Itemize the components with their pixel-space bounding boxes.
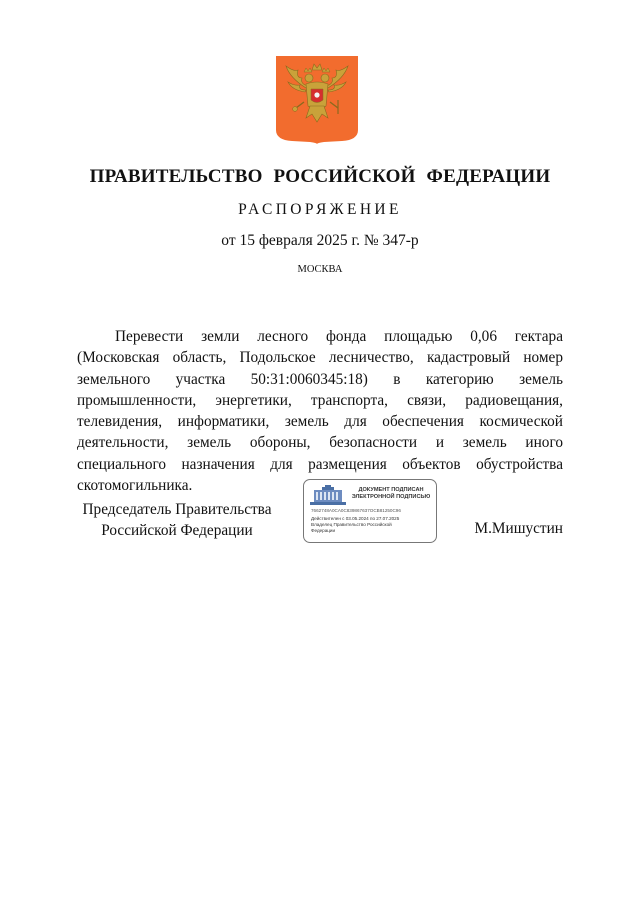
stamp-header-line2: ЭЛЕКТРОННОЙ ПОДПИСЬЮ — [351, 494, 431, 500]
document-date-number: от 15 февраля 2025 г. № 347-р — [221, 232, 419, 249]
russian-coat-of-arms-icon — [276, 56, 358, 144]
stamp-owner — [311, 522, 392, 534]
stamp-validity: Действителен с 03.05.2024 по 27.07.2025 — [311, 516, 400, 521]
stamp-owner-line1: Владелец Правительство Российской — [311, 522, 392, 527]
electronic-signature-stamp — [303, 479, 437, 543]
signer-position-line2: Российской Федерации — [101, 522, 253, 539]
government-title: ПРАВИТЕЛЬСТВО РОССИЙСКОЙ ФЕДЕРАЦИИ — [89, 166, 551, 187]
signer-position — [77, 499, 277, 541]
government-building-icon — [310, 485, 346, 505]
document-body: Перевести земли лесного фонда площадью 0,06 гектара (Московская область, Подольское лесничество, кадастровый номер земельного участка 50:31:0060345:18) в категорию земель промышленности, энергетики, транспорта, связи, радиовещания, телевидения, информатики, земель для обеспечения космической деятельности, земель обороны, безопасности и земель иного специального назначения для размещения объектов обустройства скотомогильника. — [77, 328, 563, 495]
signer-name: М.Мишустин — [474, 520, 563, 537]
stamp-owner-line2: Федерации — [311, 528, 336, 533]
stamp-header-line1: ДОКУМЕНТ ПОДПИСАН — [358, 487, 424, 493]
document-city: МОСКВА — [297, 264, 343, 275]
signer-position-line1: Председатель Правительства — [82, 501, 272, 518]
stamp-certificate: 7662748A0CA0C839867637OCB81250C96 — [311, 508, 401, 513]
stamp-header — [347, 487, 435, 501]
document-type: РАСПОРЯЖЕНИЕ — [238, 201, 402, 218]
